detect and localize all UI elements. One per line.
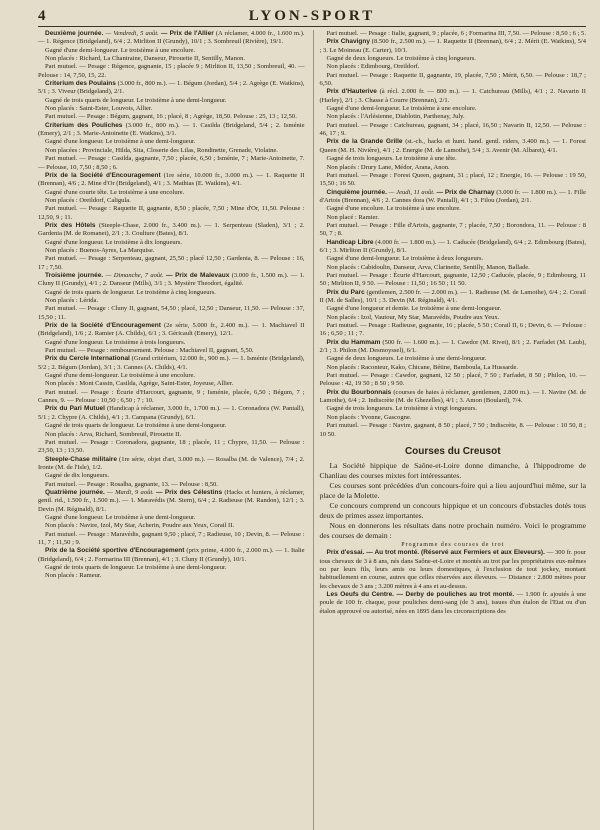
race-entry	[320, 549, 587, 591]
race-entry	[320, 339, 587, 356]
race-detail	[38, 197, 305, 205]
race-name: Prix de la Société d'Encouragement	[45, 171, 161, 179]
entry-text: Non placés : Oreildorf, Caligula.	[45, 196, 131, 204]
race-name: Prix du Cercle International	[45, 355, 130, 363]
race-detail	[320, 314, 587, 322]
race-entry	[320, 138, 587, 155]
entry-text: Pari mutuel. — Pesage : Cawdor, gagnant, 12 50 ; placé, 7 50 ; Farfadet, 8 50 ; Philon, 10. — Pelouse : 42, 19 50 ; 8 50 ; 9 50.	[319, 372, 586, 388]
race-name: — Prix de Charnay	[436, 188, 495, 196]
entry-text: (3.000 fr., 800 m.). — 1. Bégum (Jordan), 5/4 ; 2. Agrège (E. Watkins), 5/1 ; 3. Viveur (Bridgeland), 2/1.	[38, 80, 305, 96]
entry-text: Gagné de deux longueurs. Le troisième à cinq longueurs.	[326, 55, 476, 63]
race-detail	[320, 30, 587, 38]
entry-text: Pari mutuel. — Pesage : Italie, gagnant, 9 ; placée, 6 ; Formarina III, 7,50. — Pelouse : 8,50 ; 6 ; 5.	[326, 30, 586, 37]
program-entries	[320, 549, 587, 616]
entry-text: Non placés : Drury Lane, Médor, Arana, Anon.	[326, 163, 450, 171]
race-name: — Prix de l'Allier	[160, 30, 214, 37]
entry-text: — 1.900 fr. ajoutés à une poule de 100 fr. chaque, pour pouliches demi-sang (de 3 ans), issues d'un étalon de l'Etat ou d'un étalon approuvé ou autorisé, nées en 1895 dans les circonscriptions des	[319, 590, 586, 615]
race-detail	[320, 172, 587, 189]
race-name: Criterium des Pouliches	[45, 121, 123, 129]
section-title: Courses du Creusot	[404, 445, 501, 457]
entry-text: Gagné de trois quarts de longueur. Le troisième à une demi-longueur.	[45, 96, 227, 104]
entry-text: Pari mutuel. — Pesage : Radieuse, gagnante, 16 ; placée, 5 50 ; Corail II, 6 ; Devin, 6. — Pelouse : 16 ; 6,50 ; 11 ; 7.	[319, 322, 586, 338]
race-detail	[38, 372, 305, 380]
race-detail	[38, 422, 305, 430]
entry-text: Non placées : Provinciale, Hilda, Sita, Closerie des Lilas, Rondinette, Grenade, Violaine.	[45, 146, 278, 154]
race-detail	[320, 122, 587, 139]
race-detail	[38, 97, 305, 105]
entry-text: Gagné d'une demi-longueur. Le troisième à une encolure.	[45, 46, 196, 54]
entry-text: Pari mutuel. — Pesage : Serpenteau, gagnant, 25,50 ; placé 12,50 ; Gardenia, 8. — Pelouse : 16, 17 ; 7,50.	[38, 255, 305, 271]
entry-text: (1re série, 10.000 fr., 3.000 m.). — 1. Raquette II (Brennan), 4/6 ; 2. Mine d'Or (Bridgeland), 4/1 ; 3. Mathias (E. Watkins), 4/1.	[38, 171, 305, 188]
race-detail	[38, 105, 305, 113]
entry-text: Gagné de trois longueurs. Le troisième à vingt longueurs.	[326, 405, 478, 413]
race-detail	[320, 222, 587, 239]
entry-text: Non placés : Cabidoulin, Danseur, Arva, Clarinette, Sentilly, Manon, Ballade.	[326, 263, 530, 271]
race-detail	[320, 364, 587, 372]
entry-text: Non placés : Richard, La Chantraine, Danseur, Pirouette II, Sentilly, Manon.	[45, 55, 246, 63]
entry-text: Non placés : Saint-Ester, Louvois, Allier.	[45, 105, 153, 113]
entry-text: Gagné d'une demi-longueur. Le troisième à deux longueurs.	[326, 255, 484, 263]
race-name: Prix d'essai. — Au trot monté. (Réservé aux Fermiers et aux Eleveurs).	[326, 549, 545, 557]
race-detail	[320, 214, 587, 222]
entry-text: Non placés : Edimbourg, Oreildorf.	[326, 63, 420, 71]
race-entry	[38, 222, 305, 239]
entry-text: (3.000 fr., 800 m.). — 1. Casilda (Bridgeland, 5/4 ; 2. Isménie (Emery), 2/1 ; 3. Marie-Antoinette (E. Watkins), 3/1.	[38, 121, 305, 138]
entry-text: Non placé : Ramier.	[326, 213, 379, 221]
creusot-paragraph: Ces courses sont précédées d'un concours-foire qui a lieu aujourd'hui même, sur la place de la Molette.	[319, 480, 586, 500]
race-entry	[38, 547, 305, 564]
entry-text: Non placés : Mont Cassin, Casilda, Agrège, Saint-Ester, Joyeuse, Allier.	[45, 380, 234, 388]
race-detail	[38, 339, 305, 347]
entry-text: Pari mutuel. — Pesage : Coronadora, gagnante, 18 ; placée, 11 ; Chypre, 11,50. — Pelouse : 23,50, 13 ; 13,50.	[38, 438, 305, 455]
entry-text: Gagné d'une longueur et demie. Le troisième à une demi-longueur.	[326, 305, 502, 313]
race-name: — Prix de Malevaux	[166, 271, 230, 279]
race-detail	[38, 255, 305, 272]
entry-text: Non placés : l'Arlésienne, Diablotin, Parthenay, July.	[326, 113, 465, 121]
race-entry	[38, 80, 305, 97]
race-detail	[320, 305, 587, 313]
race-entry	[38, 122, 305, 139]
entry-text: Gagné de trois quarts de longueur. Le troisième à cinq longueurs.	[45, 288, 216, 296]
entry-text: Pari mutuel. — Pesage : Écurie d'Harcourt, gagnante, 12,50 ; Caducée, placée, 9 ; Edimbourg, 11 50 ; Mirliton II, 9 50. — Pelouse : 11,50 ; 16 50 ; 11 50.	[319, 271, 586, 288]
race-detail	[38, 472, 305, 480]
race-name: Prix de la Société d'Encouragement	[45, 322, 161, 330]
race-detail	[38, 205, 305, 222]
race-name: Prix de la Société sportive d'Encouragement	[45, 547, 185, 555]
entry-text: Pari mutuel. — Pesage : Fille d'Artois, gagnante, 7 ; placée, 7,50 ; Borondora, 11. — Pelouse : 8 50, 7 ; 8.	[319, 221, 586, 238]
race-name: Steeple-Chase militaire	[45, 455, 117, 463]
race-entry	[320, 591, 587, 616]
entry-text: Non placés : Yvonne, Gascogne.	[326, 413, 412, 421]
entry-text: (1re série, objet d'art, 3.000 m.). — Rosalba (M. de Valence), 7/4 ; 2. Ironie (M. de l'Isle), 1/2.	[38, 455, 305, 471]
race-detail	[320, 205, 587, 213]
entry-text: (500 fr. — 1.600 m.). — 1. Cawdor (M. Rivet), 8/1 ; 2. Farfadet (M. Laub), 2/1 ; 3. Philon (M. Desmoyssel), 6/1.	[319, 338, 586, 355]
race-detail	[38, 63, 305, 80]
entry-text: Pari mutuel. — Pesage : Maravédis, gagnant 9,50 ; placé, 7 ; Radieuse, 10 ; Devin, 8. — Pelouse : 11, 7 ; 11,50 ; 9.	[38, 530, 305, 546]
entry-text: Gagné d'une demi-longueur. Le troisième à une encolure.	[326, 105, 477, 113]
entry-text: Pari mutuel. — Pesage : Régence, gagnante, 15 ; placée 9 ; Mirliton II, 13,50 ; Sombreuil, 40. — Pelouse : 14, 7,50, 15, 22.	[38, 63, 305, 79]
race-detail	[320, 155, 587, 163]
race-detail	[38, 289, 305, 297]
entry-text: Gagné de deux longueurs. Le troisième à une demi-longueur.	[326, 355, 487, 363]
entry-text: (st.-ch., hacks et hunt. hand. gentl. riders, 3.400 m.). — 1. Forest Queen (M. H. Nivière), 4/1 ; 2. Energie (M. de Lamothe), 5/4 ; 3. Avenir (M. Albaret), 4/1.	[319, 138, 586, 154]
entry-text: Non placés : Arva, Richard, Sombreuil, Pirouette II.	[45, 430, 182, 438]
race-detail	[320, 405, 587, 413]
race-name: — Prix des Célestins	[156, 488, 223, 496]
race-detail	[38, 531, 305, 548]
race-detail	[38, 155, 305, 172]
race-entry	[38, 172, 305, 189]
race-detail	[38, 113, 305, 121]
race-date: — Vendredi, 5 août.	[105, 30, 159, 37]
entry-text: Gagné d'une longueur. Le troisième à dix longueurs.	[45, 238, 182, 246]
race-detail	[320, 264, 587, 272]
race-name: Prix du Bourbonnais	[326, 388, 392, 396]
race-entry	[320, 289, 587, 306]
race-detail	[38, 389, 305, 406]
race-name: Les Oeufs du Centre. — Derby de pouliches au trot monté.	[326, 590, 515, 598]
race-detail	[38, 305, 305, 322]
day-heading: Cinquième journée.	[326, 188, 387, 196]
day-heading: Deuxième journée.	[45, 30, 104, 37]
race-entry	[38, 456, 305, 473]
race-entry	[320, 189, 587, 206]
race-detail	[320, 72, 587, 89]
race-entry	[320, 88, 587, 105]
day-heading: Troisième journée.	[45, 271, 104, 279]
race-detail	[320, 255, 587, 263]
race-entry	[38, 355, 305, 372]
entry-text: (3.000 fr., 1.500 m.). — 1. Cluny II (Grundy), 4/1 ; 2. Danseur (Mills), 3/1 ; 3. Mystère Theodort, égalité.	[38, 271, 305, 288]
race-detail	[320, 63, 587, 71]
entry-text: Gagné de trois quarts de longueur. Le troisième à une demi-longueur.	[45, 422, 227, 430]
race-detail	[38, 47, 305, 55]
entry-text: Pari mutuel. — Pesage : Bégum, gagnant, 16 ; placé, 8 ; Agrège, 18,50. Pelouse : 25, 13 ; 12,50.	[45, 113, 297, 121]
entry-text: Non placés : Izol, Vautour, My Star, Maravédis, Poudre aux Yeux.	[326, 313, 500, 321]
entry-text: (gentlemen, 2.500 fr. — 2.000 m.). — 1. Radieuse (M. de Lamothe), 6/4 ; 2. Corail II (M. de Salles), 10/1 ; 3. Devin (M. Réginald), 4/1.	[319, 288, 586, 304]
race-name: Prix Chavigny	[326, 38, 370, 46]
race-detail	[38, 439, 305, 456]
race-entry	[38, 272, 305, 289]
entry-text: Non placés : Rameur.	[45, 572, 102, 580]
race-entry	[38, 405, 305, 422]
race-detail	[38, 380, 305, 388]
race-name: Handicap Libre	[326, 238, 374, 246]
entry-text: (3.000 fr. — 1.800 m.). — 1. Fille d'Artois (Brennan), 4/6 ; 2. Cannes dora (W. Pantall), 4/1 ; 3. Filou (Jordan), 2/1.	[319, 188, 586, 204]
entry-text: Pari mutuel. — Pesage : remboursement. Pelouse : Machiavel II, gagnant, 5,50.	[45, 347, 254, 355]
race-detail	[38, 189, 305, 197]
race-detail	[320, 272, 587, 289]
entry-text: Gagné de dix longueurs.	[45, 472, 109, 480]
entry-text: Non placés : Raconteur, Kako, Chicane, Bétine, Bamboula, La Hussarde.	[326, 363, 519, 371]
race-detail	[38, 431, 305, 439]
race-detail	[320, 322, 587, 339]
page-header	[38, 8, 586, 27]
race-date: — Mardi, 9 août.	[107, 488, 154, 496]
race-detail	[38, 138, 305, 146]
program-heading: Programme des courses de trot	[401, 541, 505, 548]
race-name: Prix du Parc	[326, 288, 365, 296]
entry-text: Pari mutuel. — Pesage : Catchureau, gagnant, 34 ; placé, 16,50 ; Navarin II, 12,50. — Pelouse : 46, 17 ; 9.	[319, 121, 586, 138]
page-number: 4	[38, 8, 46, 24]
race-detail	[38, 481, 305, 489]
race-entry	[320, 239, 587, 256]
race-entry	[38, 30, 305, 47]
creusot-paragraph: Ce concours comprend un concours hippique et un concours d'obstacles dotés tous deux de primes assez importantes.	[319, 500, 586, 520]
entry-text: (Handicap à réclamer, 3.000 fr., 1.700 m.). — 1. Coronadora (W. Pantall), 5/1 ; 2. Chypre (A. Childs), 4/1 ; 3. Campana (Grundy), 6/1.	[38, 405, 305, 421]
entry-text: (Hacks et hunters, à réclamer, gentl. rid., 1.500 fr., 1.500 m.). — 1. Maravédis (M. Stern), 6/4 ; 2. Radieuse (M. Randon), 12/1 ; 3. Devin (M. Réginald), 8/1.	[38, 488, 305, 513]
race-date: — Jeudi, 11 août.	[388, 188, 435, 196]
race-entry	[38, 489, 305, 514]
entry-text: Gagné d'une demi-longueur. Le troisième à une encolure.	[45, 372, 196, 380]
race-detail	[38, 297, 305, 305]
entry-text: Pari mutuel. — Pesage : Cluny II, gagnant, 54,50 ; placé, 12,50 ; Danseur, 11,50. — Pelouse : 37, 15,50 ; 11.	[38, 305, 305, 321]
race-name: Prix d'Hauterive	[326, 88, 377, 96]
entry-text: Pari mutuel. — Pesage : Raquette II, gagnante, 8,50 ; placée, 7,50 ; Mine d'Or, 11,50. Pelouse : 12,50, 9 ; 11.	[38, 205, 305, 221]
newspaper-title: LYON-SPORT	[248, 8, 376, 24]
entry-text: Pari mutuel. — Pesage : Navire, gagnant, 8 50 ; placé, 7 50 ; Indiscrète, 8. — Pelouse : 10 50, 8 ; 10 50.	[319, 422, 586, 438]
race-detail	[320, 113, 587, 121]
race-date: — Dimanche, 7 août.	[105, 271, 164, 279]
race-entry	[38, 322, 305, 339]
entry-text: (Steeple-Chase, 2.000 fr., 3.400 m.). — 1. Serpenteau (Sladen), 3/1 ; 2. Gardenia (M. de Romanet), 2/1 ; 3. Coulture (Bates), 8/1.	[38, 221, 305, 238]
race-entry	[320, 38, 587, 55]
entry-text: (Grand critérium, 12.000 fr., 900 m.). — 1. Isménie (Bridgeland), 5/2 ; 2. Bégum (Jordan), 3/1 ; 3. Cannes (A. Childs), 4/1.	[38, 355, 305, 371]
race-detail	[320, 414, 587, 422]
entry-text: (A réclamer, 4.000 fr., 1.600 m.). — 1. Régence (Bridgeland), 6/4 ; 2. Mirliton II (Grundy), 10/1 ; 3. Sombreuil (Rivière), 19/1.	[38, 30, 305, 46]
day-heading: Quatrième journée.	[45, 488, 105, 496]
race-detail	[38, 564, 305, 572]
entry-text: Gagné de trois longueurs. Le troisième à une tête.	[326, 155, 457, 163]
race-detail	[38, 522, 305, 530]
entry-text: Gagné de trois quarts de longueur. Le troisième à une demi-longueur.	[45, 564, 227, 571]
entry-text: — 300 fr. pour tous chevaux de 3 à 8 ans, nés dans Saône-et-Loire et montés au trot par les propriétaires eux-mêmes ou par leurs fils, leurs amis ou leurs domestiques, à l'exclusion de tout jockey, montant habituellement en course, autres que celles réservées aux éleveurs. — Distance : 2.800 mètres pour les chevaux de 3 ans ; 3.200 mètres à 4 ans et au-dessus.	[319, 549, 586, 590]
race-name: Prix de la Grande Grille	[326, 138, 403, 146]
entry-text: (8.500 fr., 2.500 m.). — 1. Raquette II (Brennan), 6/4 ; 2. Mérit (E. Watkins), 5/4 ; 3. Le Moineau (E. Carter), 10/1.	[319, 38, 586, 54]
entry-text: Pari mutuel. — Pesage : Casilda, gagnante, 7,50 ; placée, 6,50 ; Isménie, 7 ; Marie-Antoinette, 7. — Pelouse, 10, 7,50 ; 8,50 ; 6.	[38, 155, 305, 171]
entry-text: Pari mutuel. — Pesage : Forest Queen, gagnant, 31 ; placé, 12 ; Energie, 16. — Pelouse : 19 50, 15,50 ; 16 50.	[319, 171, 586, 188]
race-detail	[38, 347, 305, 355]
race-detail	[38, 55, 305, 63]
creusot-section	[320, 445, 587, 616]
entry-text: Pari mutuel. — Pesage : Rosalba, gagnante, 13. — Pelouse : 8,50.	[45, 480, 218, 488]
right-column	[313, 30, 587, 830]
entry-text: (2e série, 5.000 fr., 2.400 m.). — 1. Machiavel II (Bridgeland), 1/6 ; 2. Ramier (A. Childs), 6/1 ; 3. Géricault (Emery), 12/1.	[38, 322, 305, 338]
race-detail	[38, 572, 305, 580]
entry-text: Non placés : Buenos-Ayres, La Marquise.	[45, 246, 155, 254]
race-name: Criterium des Poulains	[45, 80, 116, 88]
race-detail	[320, 164, 587, 172]
entry-text: Pari mutuel. — Pesage : Raquette II, gagnante, 19, placée, 7,50 ; Mérit, 6,50. — Pelouse : 18,7 ; 6,50.	[319, 71, 586, 88]
race-detail	[320, 105, 587, 113]
entry-text: Gagné d'une courte tête. Le troisième à une encolure.	[45, 188, 185, 196]
race-detail	[320, 422, 587, 439]
entry-text: (à récl. 2.000 fr. — 800 m.). — 1. Catchureau (Mills), 4/1 ; 2. Navarin II (Harley), 2/1 ; 3. Chasse à Courre (Brennan), 2/1.	[319, 88, 586, 104]
race-name: Prix du Hammam	[326, 338, 381, 346]
entry-text: Non placés : Lérida.	[45, 297, 99, 304]
race-detail	[320, 355, 587, 363]
entry-text: Non placés : Navire, Izol, My Star, Acherin, Poudre aux Yeux, Corail II.	[45, 522, 235, 530]
race-name: Prix du Pari Mutuel	[45, 405, 105, 413]
creusot-paragraph: Nous en donnerons les résultats dans notre prochain numéro. Voici le programme des courses de demain :	[319, 520, 586, 540]
entry-text: Gagné d'une longueur. Le troisième à une demi-longueur.	[45, 138, 196, 146]
creusot-paragraph: La Société hippique de Saône-et-Loire donne dimanche, à l'hippodrome de Chanliau des courses mixtes fort intéressantes.	[319, 460, 586, 480]
race-entry	[320, 389, 587, 406]
entry-text: Gagné d'une longueur. Le troisième à une demi-longueur.	[45, 513, 196, 521]
race-detail	[38, 247, 305, 255]
left-column	[38, 30, 305, 830]
entry-text: Gagné d'une longueur. Le troisième à trois longueurs.	[45, 338, 186, 346]
race-detail	[38, 239, 305, 247]
race-detail	[38, 147, 305, 155]
race-detail	[320, 372, 587, 389]
entry-text: (4.000 fr. — 1.800 m.). — 1. Caducée (Bridgeland), 6/4 ; 2. Edimbourg (Bates), 6/1 ; 3. Mirliton II (Grundy), 8/1.	[319, 238, 586, 254]
entry-text: Pari mutuel. — Pesage : Écurie d'Harcourt, gagnante, 9 ; Isménie, placée, 6,50 ; Bégum, 7 ; Cannes, 9. — Pelouse : 10,50 ; 6,50 ; 7 ; 10.	[38, 388, 305, 405]
race-detail	[38, 514, 305, 522]
race-detail	[320, 55, 587, 63]
entry-text: (courses de haies à réclamer, gentlemen, 2.800 m.). — 1. Navire (M. de Lamothe), 6/4 ; 2. Indiscrète (M. de Ghezelles), 4/1 ; 3. Amon (Boulard), 7/4.	[319, 388, 586, 405]
entry-text: Gagné d'une encolure. Le troisième à une encolure.	[326, 205, 461, 213]
entry-text: (prix prime, 4.000 fr., 2.000 m.). — 1. Italie (Bridgeland), 6/4 ; 2. Formarina III (Brennan), 4/1 ; 3. Cluny II (Grundy), 10/1.	[38, 547, 305, 563]
race-name: Prix des Hôtels	[45, 221, 96, 229]
race-results-continued	[320, 30, 587, 439]
